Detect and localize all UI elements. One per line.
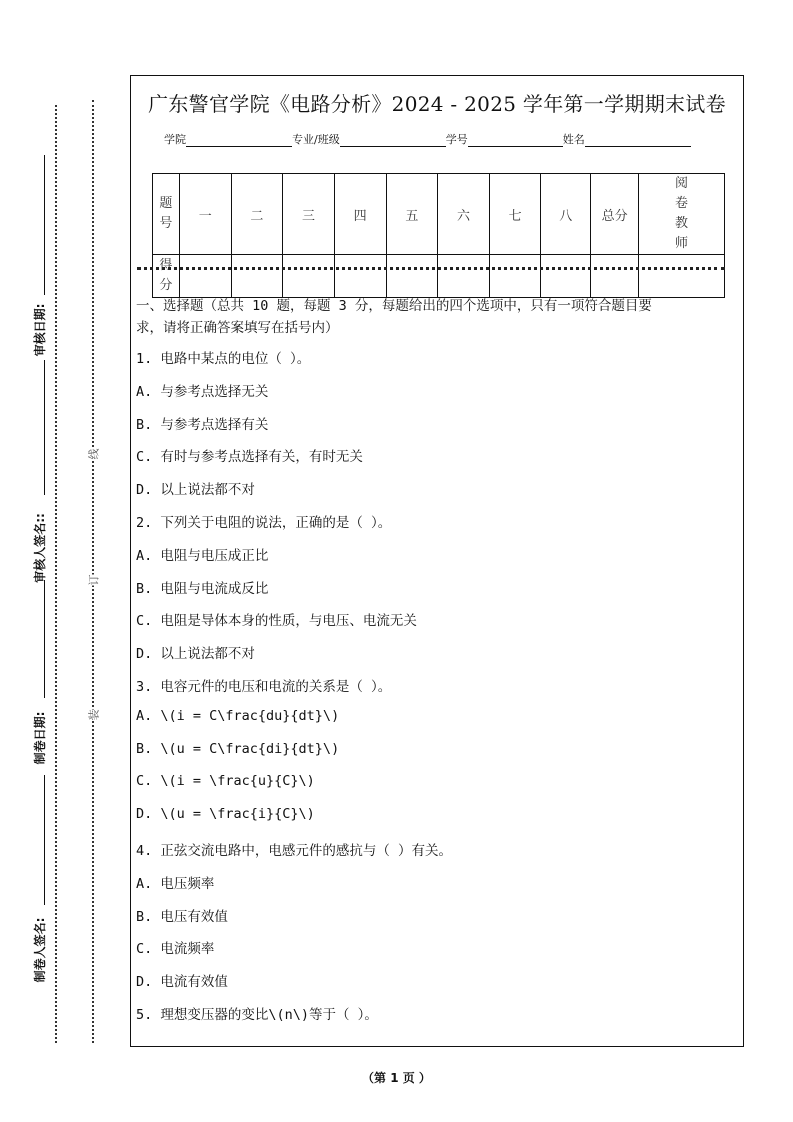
student-id-label: 学号 [445, 133, 468, 146]
student-id-field[interactable] [468, 134, 563, 147]
col-header: 二 [231, 174, 283, 255]
answer-option: A. \(i = C\frac{du}{dt}\) [136, 707, 340, 724]
student-info-row [164, 131, 691, 147]
answer-option: A. 与参考点选择无关 [136, 383, 269, 400]
answer-option: C. \(i = \frac{u}{C}\) [136, 773, 315, 790]
score-cell[interactable] [231, 255, 283, 298]
answer-option: A. 电压频率 [136, 875, 215, 892]
col-header-total: 总分 [591, 174, 639, 255]
col-header: 五 [386, 174, 438, 255]
binding-char-zhuang: 装 [87, 709, 101, 721]
score-table [152, 173, 725, 298]
maker-sign-blank[interactable] [44, 775, 45, 905]
score-cell[interactable] [541, 255, 591, 298]
binding-char-xian: 线 [87, 448, 101, 460]
college-field[interactable] [186, 134, 292, 147]
col-header: 七 [489, 174, 541, 255]
score-table-header-row [153, 174, 725, 255]
answer-option: B. 电压有效值 [136, 908, 228, 925]
exam-frame [130, 75, 744, 1047]
question-stem: 3. 电容元件的电压和电流的关系是（ ）。 [136, 679, 392, 695]
dotted-separator [137, 267, 725, 270]
score-cell[interactable] [334, 255, 386, 298]
reviewer-sign-label: 审核人签名:: [33, 513, 47, 583]
score-cell[interactable] [283, 255, 335, 298]
review-date-label: 审核日期: [33, 303, 47, 357]
answer-option: D. 以上说法都不对 [136, 646, 255, 663]
answer-option: D. 电流有效值 [136, 974, 228, 991]
reviewer-sign-blank[interactable] [44, 360, 45, 495]
row-label-question-no: 题号 [153, 174, 180, 255]
answer-option: D. \(u = \frac{i}{C}\) [136, 806, 315, 823]
binding-char-ding: 订 [87, 574, 101, 586]
answer-option: A. 电阻与电压成正比 [136, 547, 269, 564]
score-cell[interactable] [438, 255, 490, 298]
name-label: 姓名 [562, 133, 585, 146]
question-stem: 4. 正弦交流电路中，电感元件的感抗与（ ）有关。 [136, 843, 453, 859]
answer-option: C. 电流频率 [136, 941, 215, 958]
score-table-score-row [153, 255, 725, 298]
col-header: 六 [438, 174, 490, 255]
col-header: 四 [334, 174, 386, 255]
page-number: （第 1 页 ） [362, 1071, 431, 1085]
question-stem: 5. 理想变压器的变比\(n\)等于（ ）。 [136, 1007, 378, 1023]
section-heading: 一、选择题（总共 10 题，每题 3 分，每题给出的四个选项中，只有一项符合题目要 [136, 298, 652, 314]
answer-option: C. 有时与参考点选择有关，有时无关 [136, 449, 363, 466]
major-label: 专业/班级 [292, 133, 340, 146]
answer-option: B. 与参考点选择有关 [136, 416, 269, 433]
score-cell[interactable] [386, 255, 438, 298]
answer-option: B. \(u = C\frac{di}{dt}\) [136, 740, 340, 757]
major-field[interactable] [340, 134, 446, 147]
answer-option: C. 电阻是导体本身的性质，与电压、电流无关 [136, 613, 417, 630]
binding-dotted-line-inner [92, 100, 94, 1043]
score-cell[interactable] [591, 255, 639, 298]
score-cell[interactable] [638, 255, 724, 298]
row-label-score: 得分 [153, 255, 180, 298]
question-stem: 2. 下列关于电阻的说法，正确的是（ ）。 [136, 515, 392, 531]
question-stem: 1. 电路中某点的电位（ ）。 [136, 351, 311, 367]
name-field[interactable] [585, 134, 691, 147]
score-cell[interactable] [489, 255, 541, 298]
answer-option: B. 电阻与电流成反比 [136, 580, 269, 597]
maker-sign-label: 制卷人签名: [33, 917, 47, 983]
section-heading-cont: 求，请将正确答案填写在括号内） [136, 320, 339, 336]
col-header: 八 [541, 174, 591, 255]
score-cell[interactable] [179, 255, 231, 298]
exam-title: 广东警官学院《电路分析》2024 - 2025 学年第一学期期末试卷 [148, 92, 726, 116]
col-header: 三 [283, 174, 335, 255]
binding-dotted-line-outer [55, 105, 57, 1043]
answer-option: D. 以上说法都不对 [136, 482, 255, 499]
col-header: 一 [179, 174, 231, 255]
col-header-grader: 阅卷教师 [638, 174, 724, 255]
make-date-label: 制卷日期: [33, 711, 47, 765]
college-label: 学院 [164, 133, 186, 146]
